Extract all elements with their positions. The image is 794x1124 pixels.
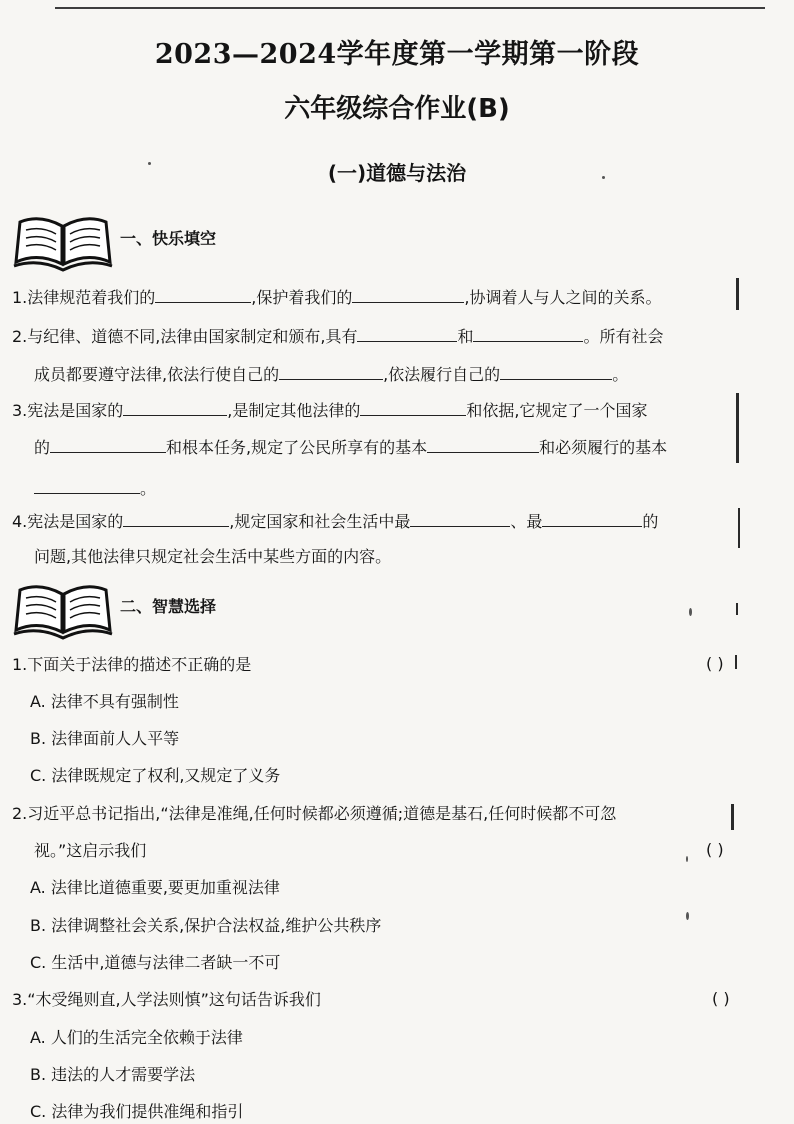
answer-blank[interactable]: [542, 512, 642, 527]
question-text: 和必须履行的基本: [539, 438, 668, 457]
choice-option[interactable]: B. 法律调整社会关系,保护合法权益,维护公共秩序: [30, 916, 382, 935]
question-number: 3.: [12, 401, 28, 420]
scan-dot: [686, 912, 689, 920]
question-number: 2.: [12, 327, 28, 346]
answer-blank[interactable]: [34, 479, 140, 494]
choice-option[interactable]: A. 法律比道德重要,要更加重视法律: [30, 878, 280, 897]
question-text: 。: [140, 479, 157, 498]
question-text: 和根本任务,规定了公民所享有的基本: [166, 438, 428, 457]
question-text: 宪法是国家的: [27, 512, 124, 531]
choice-option[interactable]: C. 生活中,道德与法律二者缺一不可: [30, 953, 281, 972]
question-text: 宪法是国家的: [27, 401, 124, 420]
choice-option[interactable]: C. 法律既规定了权利,又规定了义务: [30, 766, 281, 785]
answer-parentheses[interactable]: ( ): [706, 840, 724, 859]
question-text: 3.“木受绳则直,人学法则慎”这句话告诉我们: [12, 990, 321, 1009]
answer-blank[interactable]: [279, 365, 383, 380]
fill-question-3-end: [34, 478, 794, 500]
answer-blank[interactable]: [500, 365, 612, 380]
answer-blank[interactable]: [50, 438, 166, 453]
question-text: 法律规范着我们的: [27, 288, 156, 307]
answer-blank[interactable]: [352, 288, 464, 303]
question-number: 1.: [12, 288, 28, 307]
choice-question-3: [12, 989, 794, 1011]
question-text: 问题,其他法律只规定社会生活中某些方面的内容。: [34, 547, 392, 566]
scan-mark: [736, 603, 738, 615]
open-book-icon: [12, 212, 114, 272]
answer-blank[interactable]: [123, 401, 227, 416]
section-title: 一、快乐填空: [120, 229, 217, 248]
question-text: 。所有社会: [583, 327, 664, 346]
choice-option[interactable]: B. 法律面前人人平等: [30, 729, 180, 748]
scan-mark: [736, 393, 739, 463]
scan-mark: [738, 508, 740, 548]
top-border-line: [55, 7, 765, 9]
question-text: 、最: [510, 512, 543, 531]
scan-mark: [736, 278, 739, 310]
answer-blank[interactable]: [123, 512, 229, 527]
answer-blank[interactable]: [360, 401, 466, 416]
question-text: 。: [612, 365, 629, 384]
question-text: ,是制定其他法律的: [227, 401, 361, 420]
answer-parentheses[interactable]: ( ): [706, 654, 724, 673]
answer-blank[interactable]: [155, 288, 251, 303]
question-text: 1.下面关于法律的描述不正确的是: [12, 655, 252, 674]
scan-mark: [735, 655, 737, 669]
answer-blank[interactable]: [473, 327, 583, 342]
question-text: 2.习近平总书记指出,“法律是准绳,任何时候都必须遵循;道德是基石,任何时候都不可忽: [12, 804, 617, 823]
scan-dot: [686, 856, 688, 862]
question-text: 成员都要遵守法律,依法行使自己的: [34, 365, 280, 384]
question-text: 的: [642, 512, 659, 531]
worksheet-subtitle: 六年级综合作业(B): [284, 94, 510, 124]
scan-dot: [689, 608, 692, 616]
choice-option[interactable]: B. 违法的人才需要学法: [30, 1065, 196, 1084]
scan-mark: [731, 804, 734, 830]
open-book-icon: [12, 580, 114, 640]
answer-blank[interactable]: [427, 438, 539, 453]
scan-dot: [148, 162, 151, 165]
question-text: 的: [34, 438, 51, 457]
question-text: 与纪律、道德不同,法律由国家制定和颁布,具有: [27, 327, 358, 346]
question-text: 视。”这启示我们: [34, 841, 147, 860]
fill-question-3-continued: [34, 437, 794, 459]
question-text: ,协调着人与人之间的关系。: [464, 288, 662, 307]
answer-blank[interactable]: [410, 512, 510, 527]
scan-dot: [602, 176, 605, 179]
choice-question-2-continued: [34, 840, 794, 862]
question-text: 和: [457, 327, 474, 346]
choice-question-1: [12, 654, 794, 676]
question-number: 4.: [12, 512, 28, 531]
question-text: ,依法履行自己的: [383, 365, 501, 384]
fill-question-4-continued: [34, 546, 794, 568]
section-title: 二、智慧选择: [120, 597, 217, 616]
subject-title: (一)道德与法治: [327, 161, 467, 185]
fill-question-3: [12, 400, 794, 422]
choice-option[interactable]: C. 法律为我们提供准绳和指引: [30, 1102, 244, 1121]
choice-question-2: [12, 803, 794, 825]
worksheet-title: 2023—2024学年度第一学期第一阶段: [154, 39, 640, 70]
choice-option[interactable]: A. 法律不具有强制性: [30, 692, 179, 711]
question-text: ,规定国家和社会生活中最: [229, 512, 411, 531]
choice-option[interactable]: A. 人们的生活完全依赖于法律: [30, 1028, 243, 1047]
fill-question-2: [12, 326, 794, 348]
question-text: 和依据,它规定了一个国家: [466, 401, 648, 420]
question-text: ,保护着我们的: [251, 288, 353, 307]
fill-question-1: [12, 287, 794, 309]
answer-parentheses[interactable]: ( ): [712, 989, 730, 1008]
answer-blank[interactable]: [357, 327, 457, 342]
fill-question-4: [12, 511, 794, 533]
fill-question-2-continued: [34, 364, 794, 386]
